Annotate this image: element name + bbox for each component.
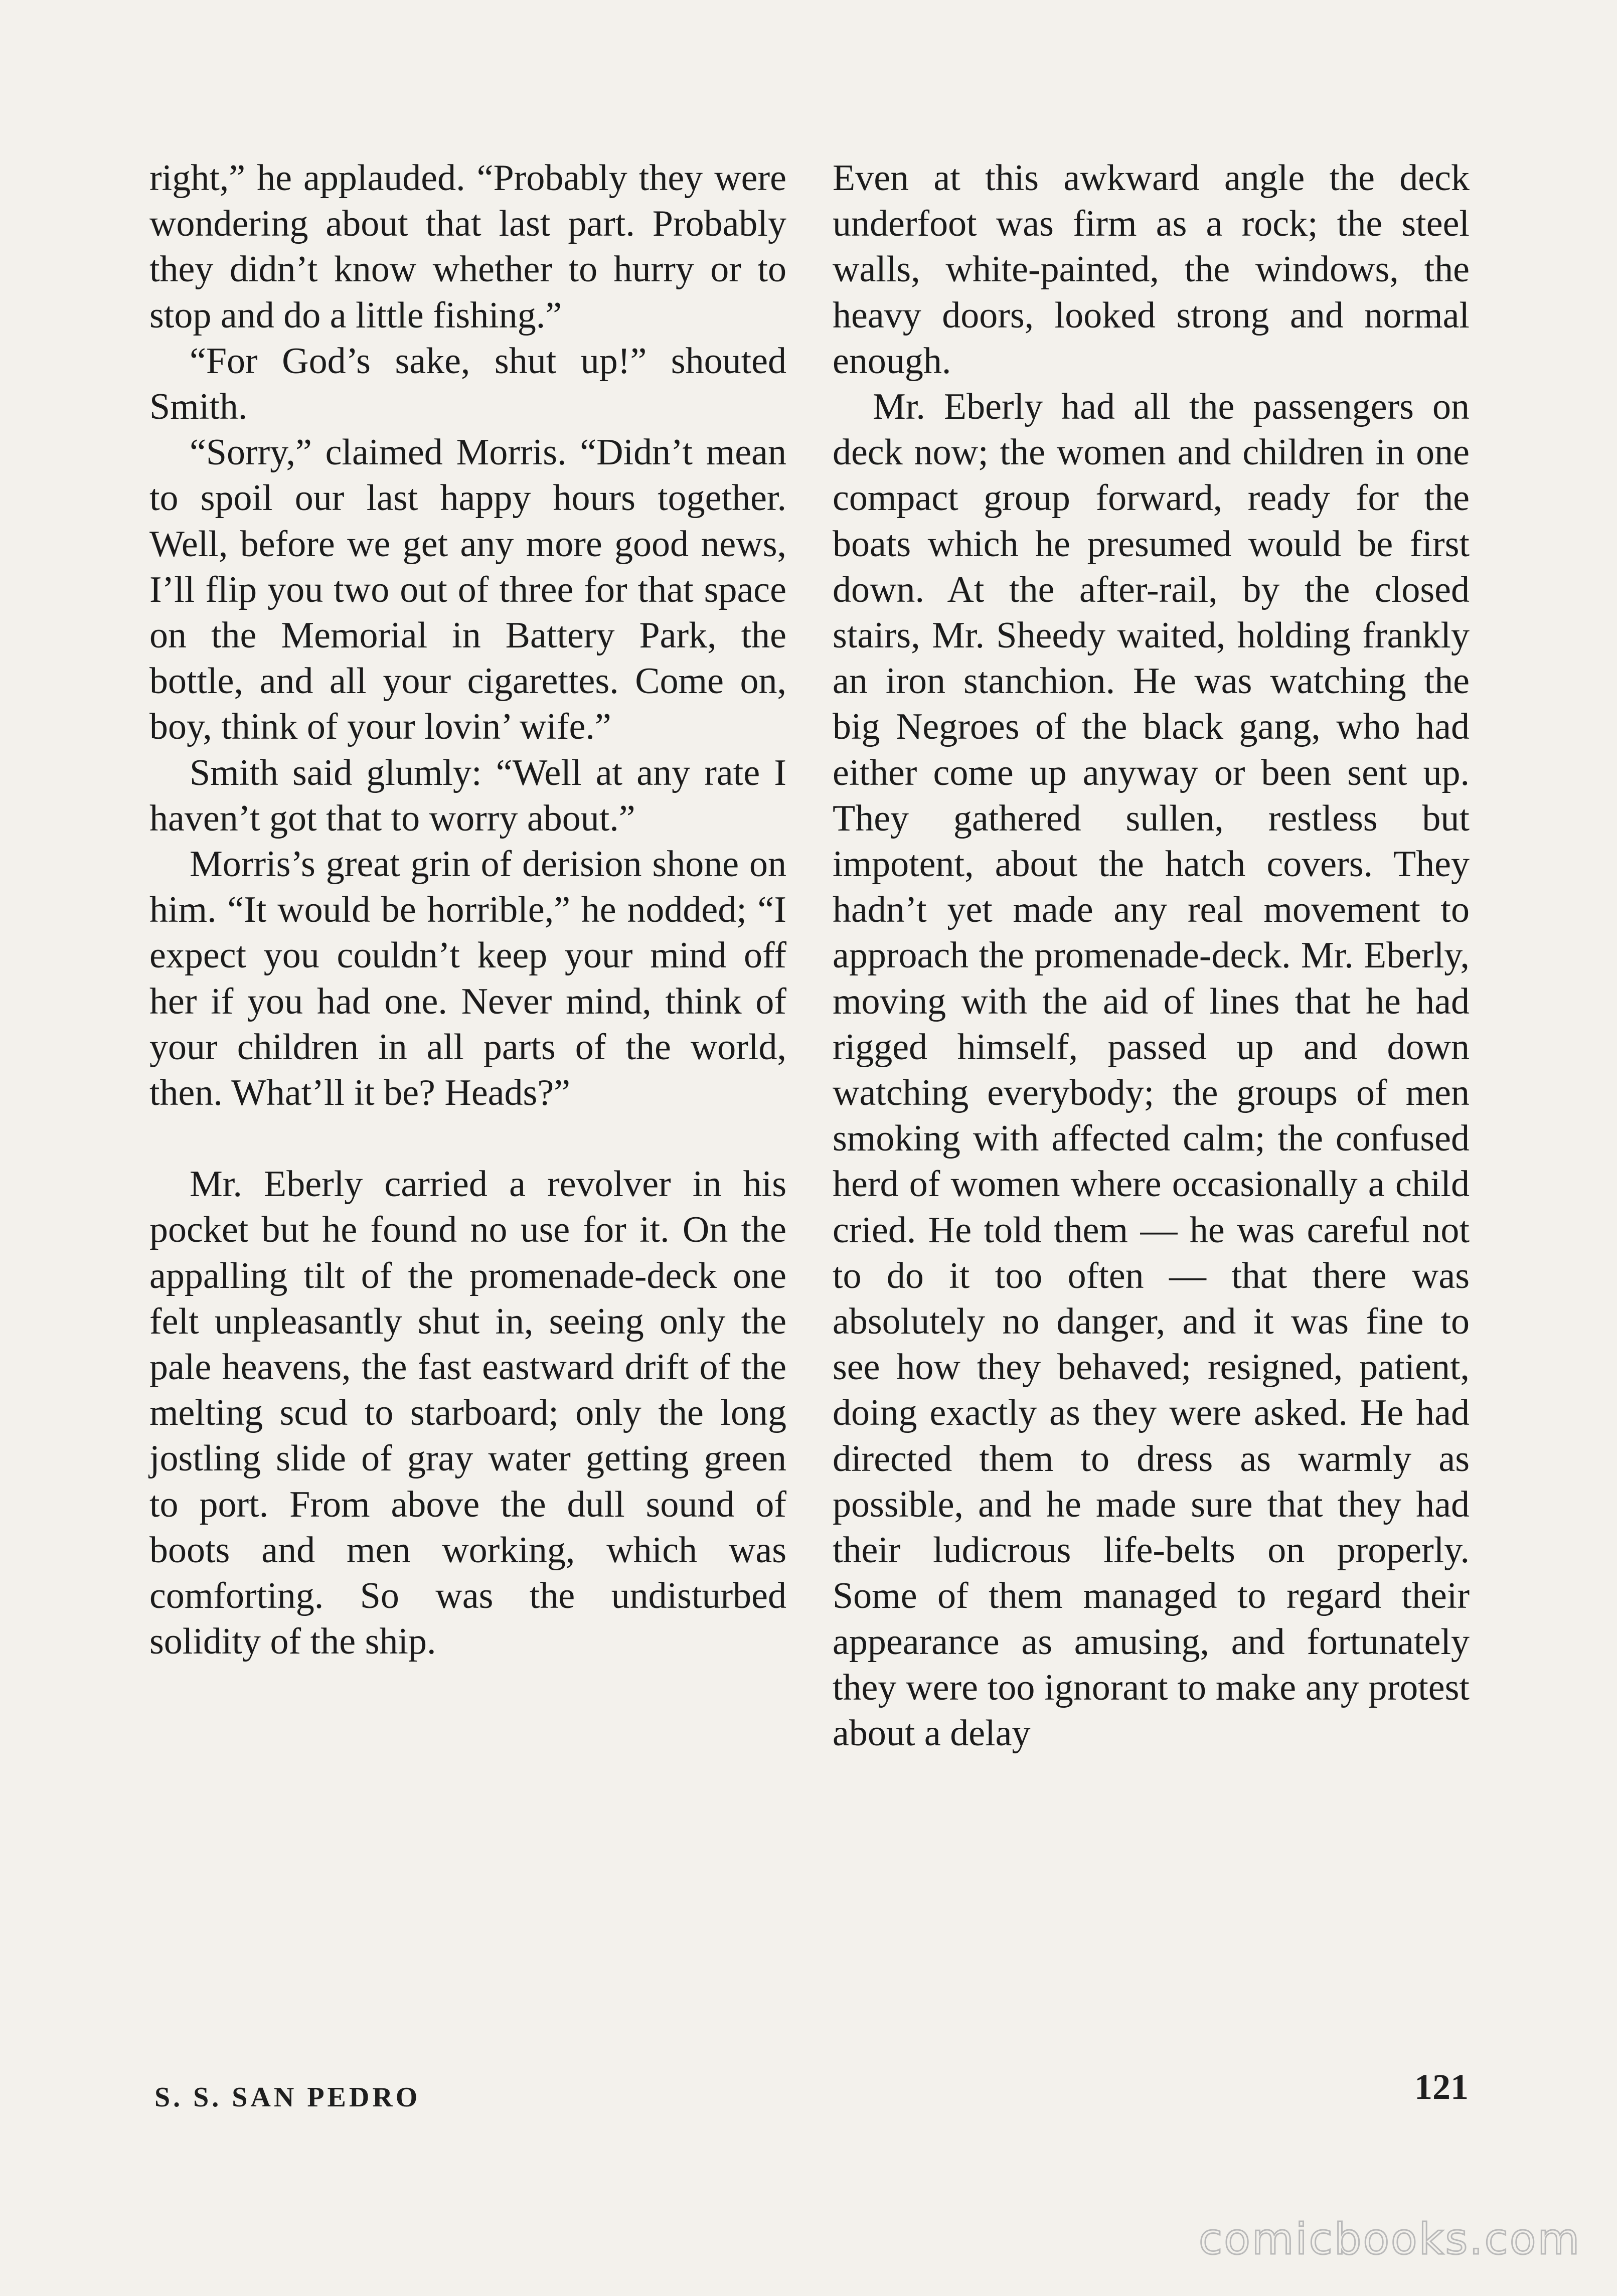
right-text-column [833, 155, 1470, 1756]
paragraph: Morris’s great grin of derision shone on him. “It would be horrible,” he nodded; “I expect you couldn’t keep your mind off her if you had one. Never mind, think of your children in all parts of the world, then. What’ll it be? Heads?” [149, 844, 786, 1114]
page-number: 121 [1414, 2067, 1469, 2107]
paragraph: right,” he applauded. “Probably they were wondering about that last part. Probably they didn’t know whether to hurry or to stop and do a little fishing.” [149, 157, 786, 336]
paragraph: “For God’s sake, shut up!” shouted Smith. [149, 340, 786, 428]
paragraph: Mr. Eberly had all the passengers on deck now; the women and children in one compact group forward, ready for the boats which he presumed would be first down. At the after-rail, by the closed stairs, Mr. Sheedy waited, holding frankly an iron stanchion. He was watching the big Negroes of the black gang, who had either come up anyway or been sent up. They gathered sullen, restless but impotent, about the hatch covers. They hadn’t yet made any real movement to approach the promenade-deck. Mr. Eberly, moving with the aid of lines that he had rigged himself, passed up and down watching everybody; the groups of men smoking with affected calm; the confused herd of women where occasionally a child cried. He told them — he was careful not to do it too often — that there was absolutely no danger, and it was fine to see how they behaved; resigned, patient, doing exactly as they were asked. He had directed them to dress as warmly as possible, and he made sure that they had their ludicrous life-belts on properly. Some of them managed to regard their appearance as amusing, and fortunately they were too ignorant to make any protest about a delay [833, 386, 1470, 1754]
paragraph: Smith said glumly: “Well at any rate I haven’t got that to worry about.” [149, 752, 786, 839]
paragraph: Mr. Eberly carried a revolver in his pocket but he found no use for it. On the appalling tilt of the promenade-deck one felt unpleasantly shut in, seeing only the pale heavens, the fast eastward drift of the melting scud to starboard; only the long jostling slide of gray water getting green to port. From above the dull sound of boots and men working, which was comforting. So was the undisturbed solidity of the ship. [149, 1164, 786, 1663]
paragraph: “Sorry,” claimed Morris. “Didn’t mean to spoil our last happy hours together. Well, before we get any more good news, I’ll flip you two out of three for that space on the Memorial in Battery Park, the bottle, and all your cigarettes. Come on, boy, think of your lovin’ wife.” [149, 432, 786, 748]
paragraph: Even at this awkward angle the deck underfoot was firm as a rock; the steel walls, white-painted, the windows, the heavy doors, looked strong and normal enough. [833, 157, 1470, 382]
left-text-column [149, 155, 786, 1665]
watermark-logo: comicbooks.com [1199, 2214, 1581, 2264]
running-title: S. S. SAN PEDRO [154, 2082, 421, 2113]
